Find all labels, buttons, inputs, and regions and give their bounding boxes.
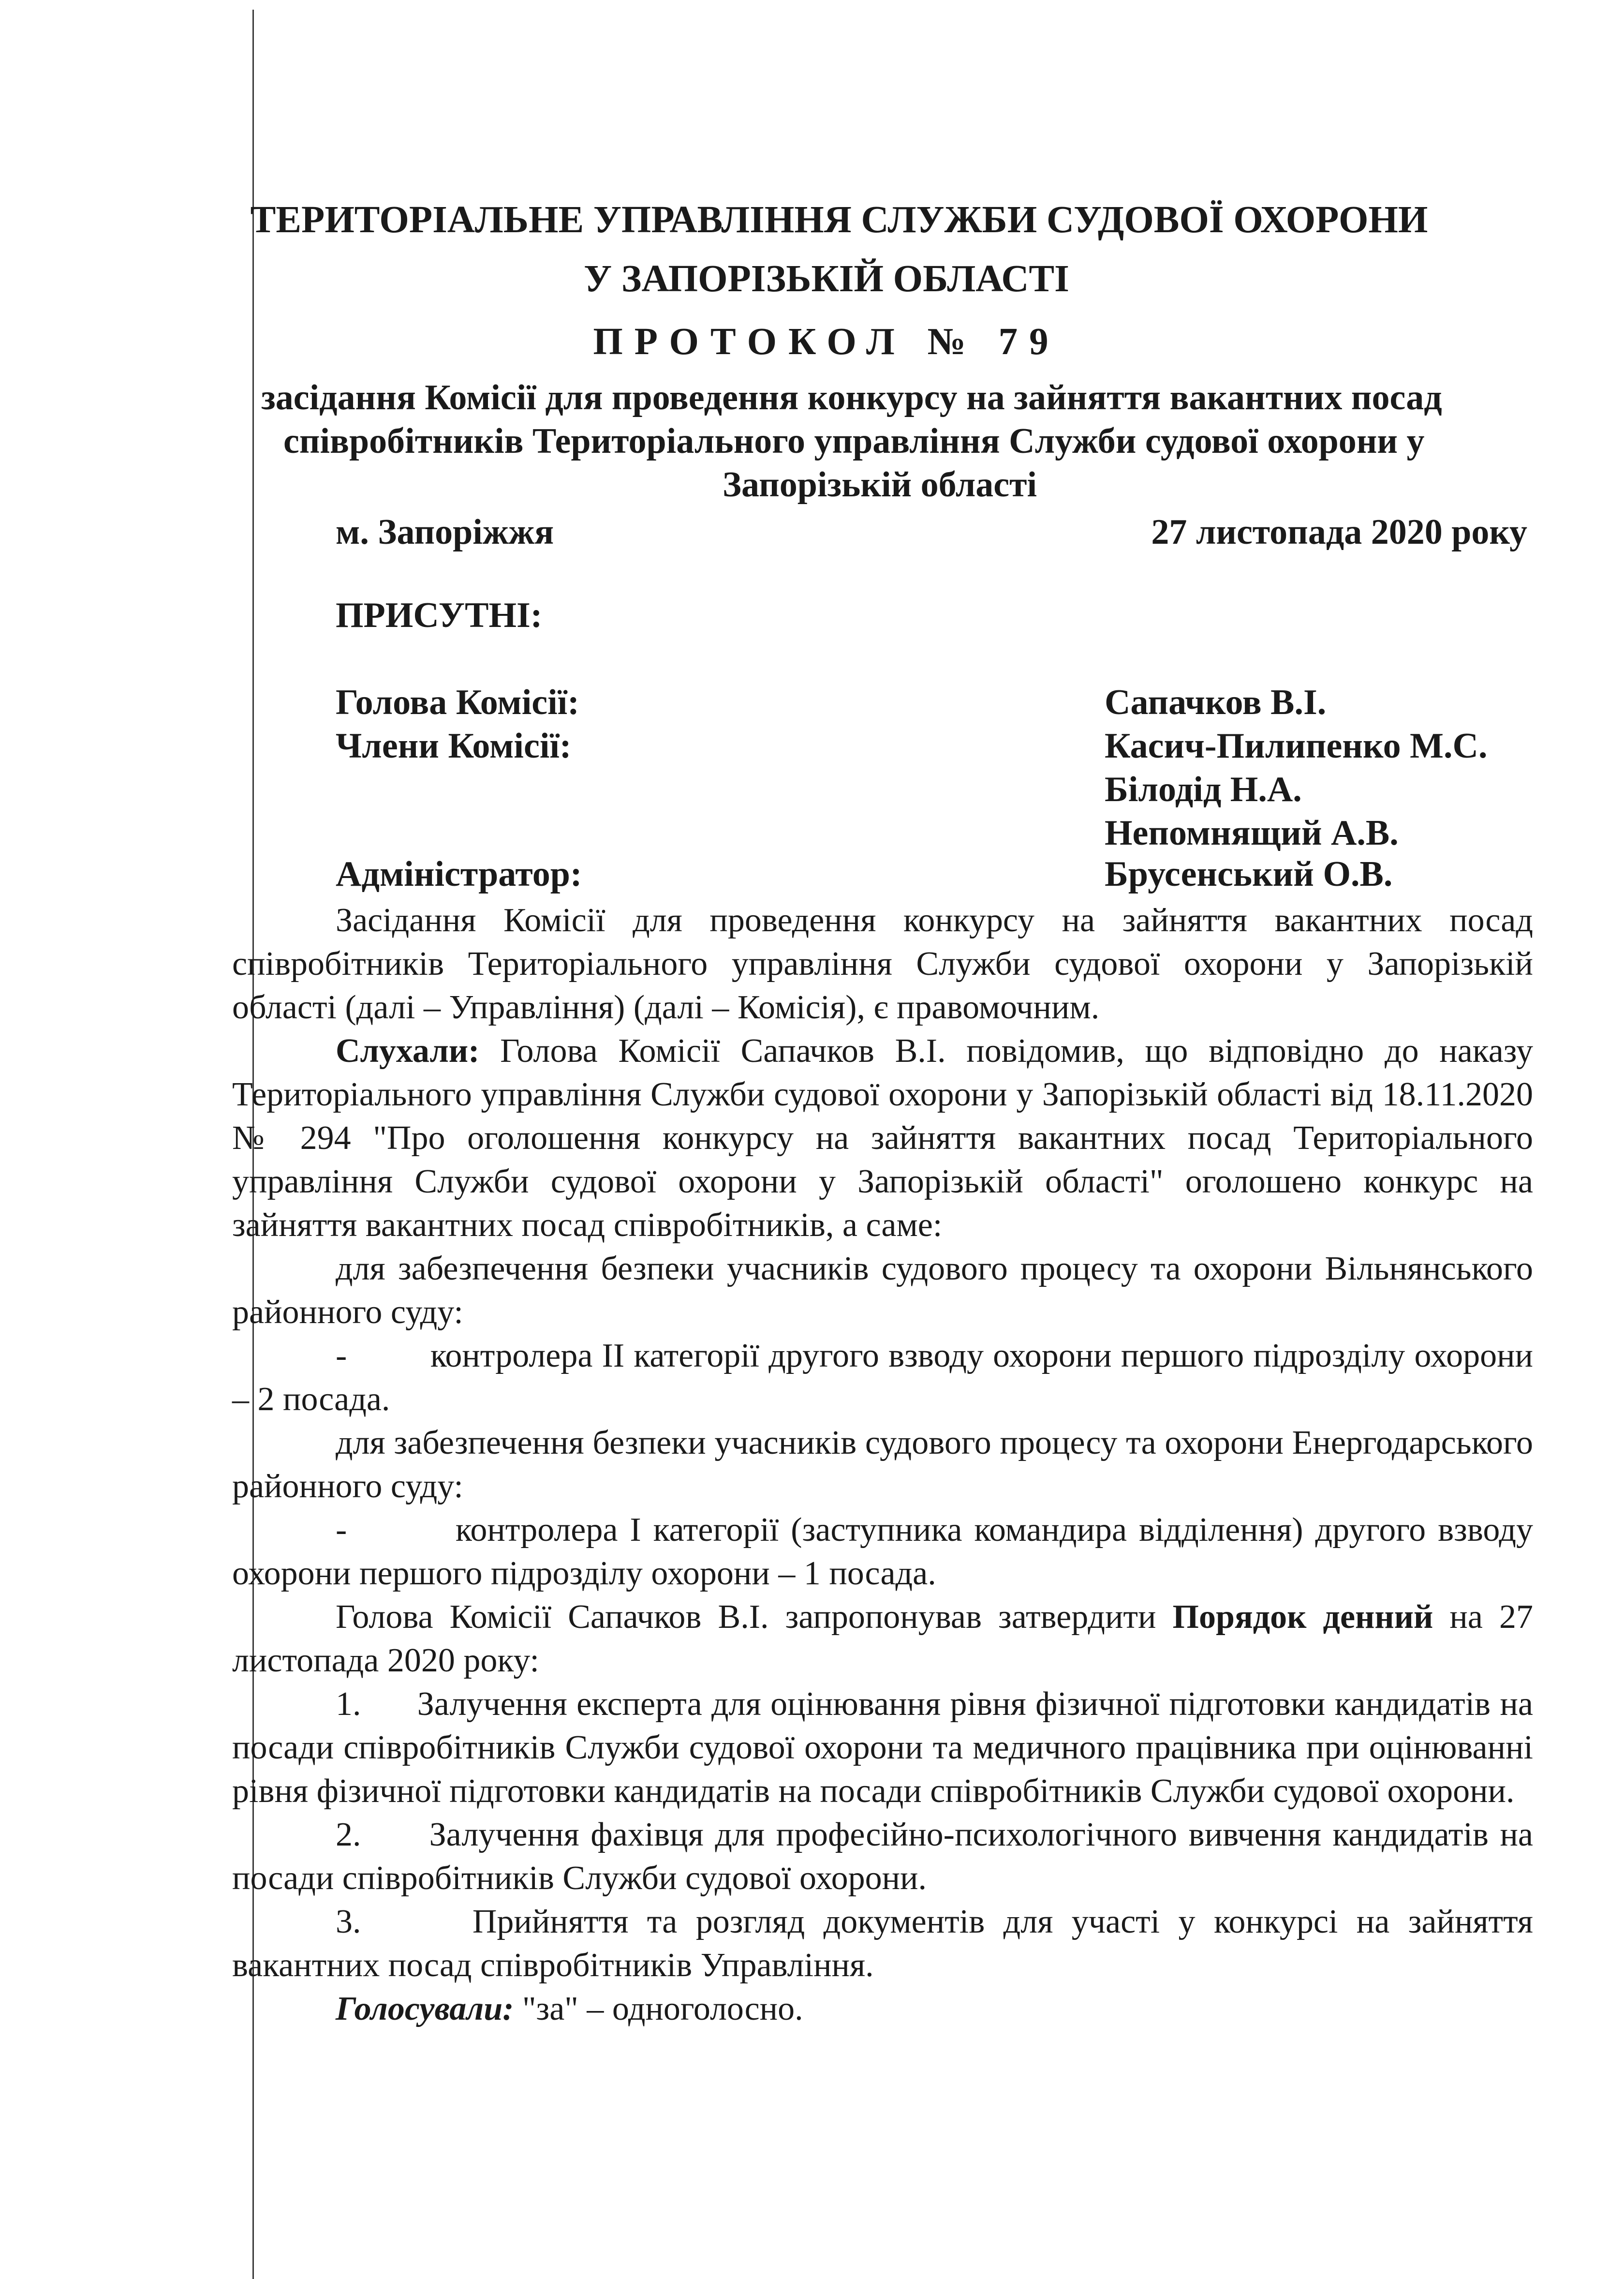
member-name-2: Білодід Н.А. (1105, 770, 1302, 809)
agenda-intro-text: Голова Комісії Сапачков В.І. запропонував затвердити (336, 1598, 1173, 1636)
protocol-body (232, 899, 1533, 2031)
court-enerhodar-paragraph: для забезпечення безпеки учасників судового процесу та охорони Енергодарського районного суду: (232, 1424, 1533, 1505)
heard-paragraph (232, 1029, 1533, 1247)
position-item-1: - контролера ІІ категорії другого взводу охорони першого підрозділу охорони – 2 посада. (232, 1337, 1533, 1418)
heard-label: Слухали: (336, 1032, 480, 1070)
vote-label: Голосували: (336, 1990, 514, 2027)
meeting-city: м. Запоріжжя (336, 512, 554, 552)
chair-name: Сапачков В.І. (1105, 683, 1327, 722)
agenda-item-1: 1. Залучення експерта для оцінювання рівня фізичної підготовки кандидатів на посади співробітників Служби судової охорони та медичного працівника при оцінюванні рівня фізичної підготовки кандидатів на посади співробітників Служби судової охорони. (232, 1685, 1533, 1810)
member-name-1: Касич-Пилипенко М.С. (1105, 726, 1488, 766)
heard-text: Голова Комісії Сапачков В.І. повідомив, що відповідно до наказу Територіального управління Служби судової охорони у Запорізькій області від 18.11.2020 № 294 "Про оголошення конкурсу на зайняття вакантних посад Територіального управління Служби судової охорони у Запорізькій області" оголошено конкурс на зайняття вакантних посад співробітників, а саме: (232, 1032, 1533, 1244)
present-heading: ПРИСУТНІ: (336, 596, 543, 635)
meeting-date: 27 листопада 2020 року (1151, 512, 1527, 552)
administrator-name: Брусенський О.В. (1105, 854, 1393, 894)
position-item-2: - контролера І категорії (заступника командира відділення) другого взводу охорони першого підрозділу охорони – 1 посада. (232, 1511, 1533, 1592)
protocol-subtitle-line3: Запорізькій області (723, 465, 1037, 505)
agenda-label: Порядок денний (1172, 1598, 1433, 1636)
agenda-item-3: 3. Прийняття та розгляд документів для участі у конкурсі на зайняття вакантних посад співробітників Управління. (232, 1903, 1533, 1984)
court-vilniansk-paragraph: для забезпечення безпеки учасників судового процесу та охорони Вільнянського районного суду: (232, 1250, 1533, 1331)
administrator-label: Адміністратор: (336, 854, 582, 894)
organization-region: У ЗАПОРІЗЬКІЙ ОБЛАСТІ (584, 258, 1069, 300)
agenda-intro-paragraph (232, 1595, 1533, 1683)
vote-paragraph (232, 1987, 1533, 2031)
protocol-subtitle-line1: засідання Комісії для проведення конкурсу на зайняття вакантних посад (261, 378, 1442, 417)
agenda-item-2: 2. Залучення фахівця для професійно-психологічного вивчення кандидатів на посади співробітників Служби судової охорони. (232, 1816, 1533, 1897)
chair-label: Голова Комісії: (336, 683, 579, 722)
member-name-3: Непомнящий А.В. (1105, 813, 1399, 853)
agenda-date-text: на 27 листопада 2020 року: (232, 1598, 1533, 1679)
organization-title: ТЕРИТОРІАЛЬНЕ УПРАВЛІННЯ СЛУЖБИ СУДОВОЇ ОХОРОНИ (250, 199, 1428, 241)
vote-result: "за" – одноголосно. (514, 1990, 803, 2027)
members-label: Члени Комісії: (336, 726, 572, 766)
protocol-number: ПРОТОКОЛ № 79 (593, 321, 1060, 363)
protocol-subtitle-line2: співробітників Територіального управління Служби судової охорони у (283, 421, 1425, 461)
quorum-paragraph: Засідання Комісії для проведення конкурсу на зайняття вакантних посад співробітників Територіального управління Служби судової охорони у Запорізькій області (далі – Управління) (далі – Комісія), є правомочним. (232, 902, 1533, 1026)
